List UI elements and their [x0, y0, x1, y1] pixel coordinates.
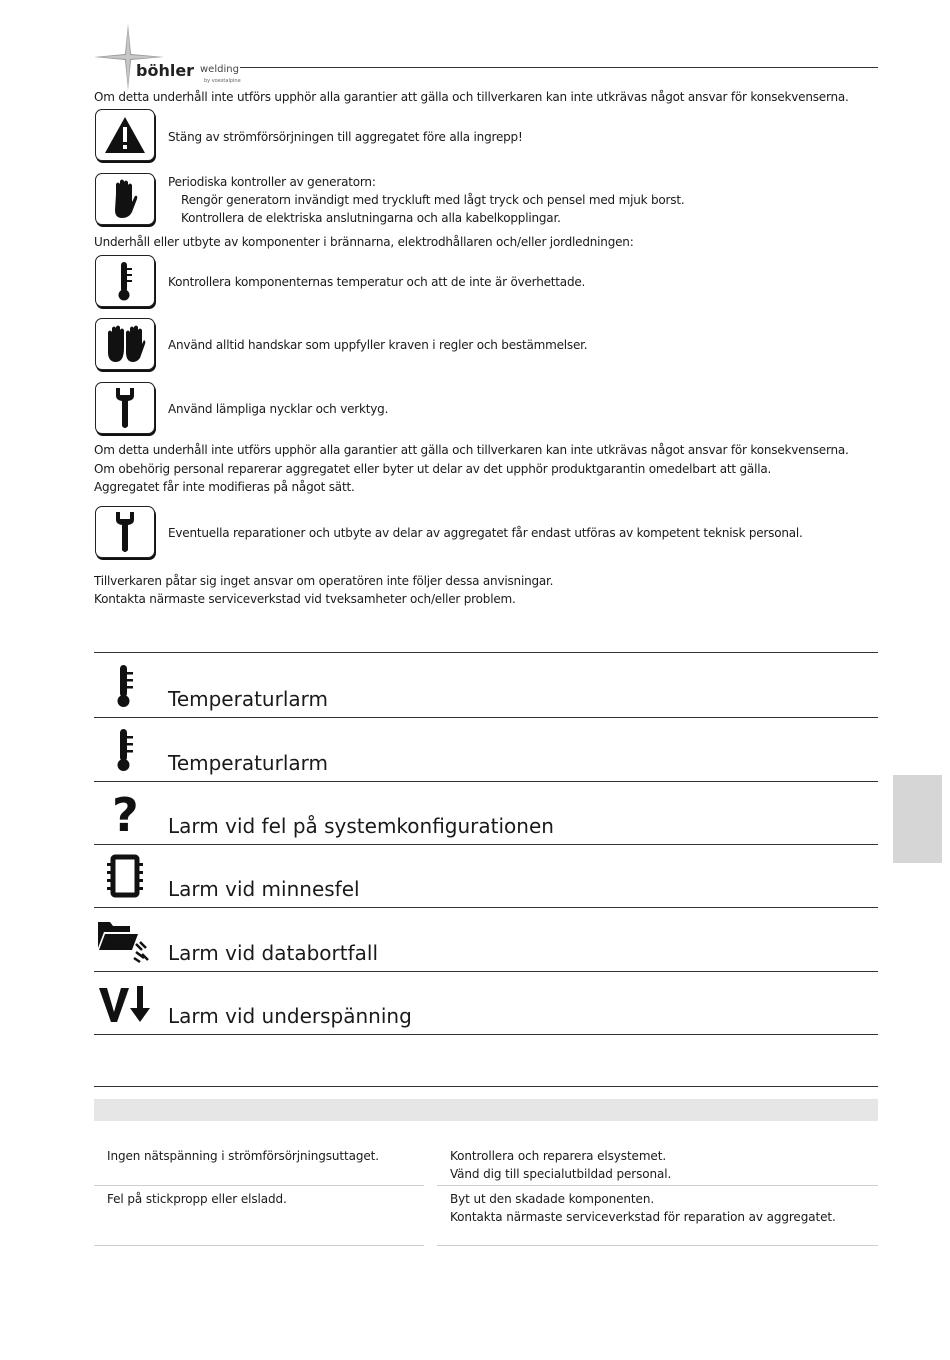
table-cell-solution: Vänd dig till specialutbildad personal. [450, 1167, 672, 1181]
question-mark-icon [96, 791, 156, 839]
no-liability-text: Tillverkaren påtar sig inget ansvar om operatören inte följer dessa anvisningar. [94, 574, 554, 588]
table-cell-solution: Byt ut den skadade komponenten. [450, 1192, 655, 1206]
alarm-label: Temperaturlarm [168, 687, 328, 711]
thermometer-icon [96, 727, 156, 775]
table-top-rule [94, 1086, 878, 1087]
wrench-icon-box-2 [95, 506, 155, 558]
alarm-label: Larm vid underspänning [168, 1004, 412, 1028]
memory-chip-icon [96, 853, 156, 901]
contact-text: Kontakta närmaste serviceverkstad vid tveksamheter och/eller problem. [94, 592, 516, 606]
table-row-divider [437, 1185, 878, 1186]
alarm-label: Larm vid fel på systemkonfigurationen [168, 814, 554, 838]
alarm-divider [94, 717, 878, 718]
table-row-divider [94, 1185, 424, 1186]
repairs-text: Eventuella reparationer och utbyte av delar av aggregatet får endast utföras av kompetent teknisk personal. [168, 526, 803, 540]
table-row-divider [437, 1245, 878, 1246]
alarm-divider [94, 844, 878, 845]
logo-brand: böhler [136, 61, 195, 80]
gloves-icon [104, 324, 146, 364]
table-cell-solution: Kontakta närmaste serviceverkstad för reparation av aggregatet. [450, 1210, 836, 1224]
header-rule [240, 67, 878, 68]
table-cell-solution: Kontrollera och reparera elsystemet. [450, 1149, 667, 1163]
logo-tagline: by voestalpine [204, 78, 241, 84]
hand-icon-box [95, 173, 155, 225]
alarm-label: Larm vid minnesfel [168, 877, 360, 901]
thermometer-icon [96, 663, 156, 711]
generator-item-2: Kontrollera de elektriska anslutningarna och alla kabelkopplingar. [181, 211, 561, 225]
alarm-label: Larm vid databortfall [168, 941, 379, 965]
no-modify-notice: Aggregatet får inte modifieras på något sätt. [94, 480, 355, 494]
warning-icon [103, 115, 147, 155]
undervoltage-icon [96, 982, 156, 1030]
wrench-icon [113, 510, 137, 554]
warning-text: Stäng av strömförsörjningen till aggregatet före alla ingrepp! [168, 130, 523, 144]
gloves-text: Använd alltid handskar som uppfyller kraven i regler och bestämmelser. [168, 338, 588, 352]
gloves-icon-box [95, 318, 155, 370]
thermometer-icon [115, 260, 135, 302]
unauthorized-notice: Om obehörig personal reparerar aggregatet eller byter ut delar av det upphör produktgarantin omedelbart att gälla. [94, 462, 772, 476]
wrench-icon-box [95, 382, 155, 434]
brand-logo [94, 24, 254, 90]
temperature-check-text: Kontrollera komponenternas temperatur och att de inte är överhettade. [168, 275, 586, 289]
alarm-label: Temperaturlarm [168, 751, 328, 775]
wrench-icon [113, 386, 137, 430]
table-cell-cause: Fel på stickpropp eller elsladd. [107, 1192, 287, 1206]
alarm-divider [94, 907, 878, 908]
thermometer-icon-box [95, 255, 155, 307]
hand-stop-icon [110, 178, 140, 220]
side-section-tab [893, 775, 942, 863]
table-row-divider [94, 1245, 424, 1246]
folder-data-loss-icon [96, 916, 156, 964]
table-cell-cause: Ingen nätspänning i strömförsörjningsuttaget. [107, 1149, 380, 1163]
generator-heading: Periodiska kontroller av generatorn: [168, 175, 376, 189]
warranty-notice-bottom: Om detta underhåll inte utförs upphör alla garantier att gälla och tillverkaren kan inte utkrävas något ansvar för konsekvenserna. [94, 443, 849, 457]
svg-text:?: ? [112, 791, 139, 839]
logo-product: welding [200, 64, 239, 75]
warranty-notice-top: Om detta underhåll inte utförs upphör alla garantier att gälla och tillverkaren kan inte utkrävas något ansvar för konsekvenserna. [94, 90, 849, 104]
alarm-divider [94, 971, 878, 972]
warning-icon-box [95, 109, 155, 161]
alarm-list-bottom-rule [94, 1034, 878, 1035]
logo-star-icon [94, 24, 164, 90]
alarm-list-top-rule [94, 652, 878, 653]
alarm-divider [94, 781, 878, 782]
tools-text: Använd lämpliga nycklar och verktyg. [168, 402, 389, 416]
generator-item-1: Rengör generatorn invändigt med tryckluft med lågt tryck och pensel med mjuk borst. [181, 193, 685, 207]
table-header-bar [94, 1099, 878, 1121]
components-heading: Underhåll eller utbyte av komponenter i brännarna, elektrodhållaren och/eller jordledningen: [94, 235, 634, 249]
